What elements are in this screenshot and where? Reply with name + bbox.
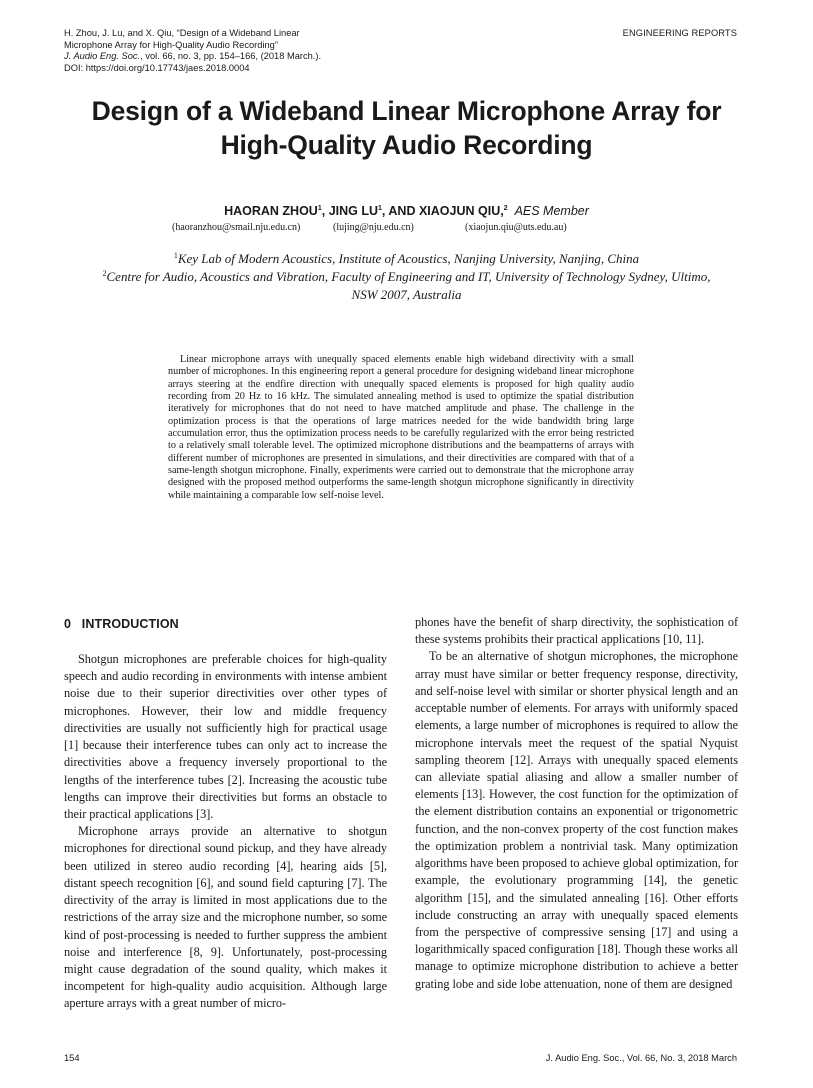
paragraph: To be an alternative of shotgun microphones, the microphone array must have similar or better frequency response, directivity, and self-noise level with similar or shorter physical length and an acceptable number of elements. For arrays with uniformly spaced elements, a large number of microphones is required to allow the microphone intervals meet the request of the spatial Nyquist sampling theorem [12]. Arrays with unequally spaced elements can alleviate spatial aliasing and allow a smaller number of elements [13]. However, the cost function for the optimization of the element distribution contains an exponential or trigonometric function, and the non-convex property of the cost function makes the optimization problem a nontrivial task. Many optimization algorithms have been proposed to achieve global optimization, for example, the evolutionary programming [14], the genetic algorithm [15], and the simulated annealing [16]. Other efforts include constructing an array with unequally spaced elements from the perspective of compressive sensing [17] and using a logarithmically spaced configuration [18]. Though these works all manage to optimize microphone distribution to achieve a better grating lobe and side lobe attenuation, none of them are designed: [415, 649, 738, 991]
affiliation-marker: 1: [317, 205, 322, 212]
author-separator: ,: [321, 204, 329, 218]
affiliation-marker: 2: [503, 205, 508, 212]
affiliation: [60, 268, 753, 286]
header-citation: [64, 28, 504, 74]
author-emails: [0, 222, 813, 236]
citation-journal: J. Audio Eng. Soc.: [64, 51, 141, 62]
affiliation-text: Centre for Audio, Acoustics and Vibration, Faculty of Engineering and IT, University of Technology Sydney, Ultimo,: [106, 269, 711, 284]
affiliation-text: NSW 2007, Australia: [351, 287, 462, 302]
citation-line: H. Zhou, J. Lu, and X. Qiu, “Design of a Wideband Linear: [64, 28, 300, 38]
citation-details: , vol. 66, no. 3, pp. 154–166, (2018 March.).: [140, 51, 322, 62]
affiliation: [60, 250, 753, 268]
paragraph: Microphone arrays provide an alternative to shotgun microphones for directional sound pickup, and they have already been utilized in stereo audio recording [4], hearing aids [5], distant speech recognition [6], and sound field capturing [7]. The directivity of the array is limited in most applications due to the restrictions of the array size and the microphone number, so some kind of post-processing is needed to further suppress the ambient noise and interference [8, 9]. Unfortunately, post-processing might cause degradation of the sound quality, which makes it incompetent for high-quality audio acquisition. Although large aperture arrays with a great number of micro-: [64, 824, 387, 1011]
affiliation-marker: 1: [378, 205, 382, 212]
author-name: XIAOJUN QIU,: [418, 204, 504, 218]
title-line: High-Quality Audio Recording: [220, 130, 593, 160]
paragraph: phones have the benefit of sharp directivity, the sophistication of these systems prohibits their practical applications [10, 11].: [415, 615, 738, 647]
section-label: ENGINEERING REPORTS: [622, 28, 737, 38]
paper-title: [40, 94, 773, 162]
author-name: HAORAN ZHOU: [224, 204, 318, 218]
section-heading: 0 INTRODUCTION: [64, 617, 179, 631]
abstract: [168, 354, 634, 502]
affiliations: [60, 250, 753, 304]
author-name: JING LU: [328, 204, 378, 218]
citation-doi[interactable]: DOI: https://doi.org/10.17743/jaes.2018.0004: [64, 62, 250, 73]
paragraph: Shotgun microphones are preferable choices for high-quality speech and audio recording in environments with intense ambient noise due to their superior directivities over other types of microphones. However, their low and middle frequency directivities are usually not sufficiently high for practical usage [1] because their interference tubes can only act to increase the directivities above a frequency inversely proportional to the lengths of the interference tubes [2]. Increasing the acoustic tube lengths can improve their directivities but forms an obstacle to their practical applications [3].: [64, 652, 387, 821]
author-email[interactable]: (lujing@nju.edu.cn): [333, 222, 414, 233]
author-email[interactable]: (haoranzhou@smail.nju.edu.cn): [172, 222, 301, 233]
affiliation-marker: 1: [173, 251, 178, 260]
page-number: 154: [64, 1053, 80, 1063]
abstract-text: Linear microphone arrays with unequally spaced elements enable high wideband directivity with a small number of microphones. In this engineering report a general procedure for designing wideband linear microphone arrays steering at the endfire direction with unequally spaced elements is proposed for high quality audio recording from 20 Hz to 16 kHz. The simulated annealing method is used to optimize the spatial distribution iteratively for microphones that do not need to have matched amplitude and phase. The challenge in the optimization process is that the operations of large matrices needed for the wide bandwidth bring large accumulation error, thus the optimization process needs to be carefully regularized with the error being restricted to a relatively small tolerable level. The optimized microphone distributions and the beampatterns of arrays with different number of microphones are presented in simulations, and their directivities are compared with that of a same-length shotgun microphone. Finally, experiments were carried out to demonstrate that the microphone array designed with the proposed method outperforms the same-length shotgun microphone significantly in directivity while maintaining a comparable low self-noise level.: [168, 354, 634, 501]
affiliation-marker: 2: [102, 269, 107, 278]
author-list: [40, 203, 773, 219]
author-email[interactable]: (xiaojun.qiu@uts.edu.au): [465, 222, 567, 233]
body-column-right: [415, 614, 738, 993]
citation-line: [64, 51, 504, 63]
title-line: Design of a Wideband Linear Microphone Array for: [91, 96, 722, 126]
author-separator: , AND: [381, 204, 419, 218]
footer-journal: J. Audio Eng. Soc., Vol. 66, No. 3, 2018 March: [545, 1053, 737, 1063]
affiliation-text: Key Lab of Modern Acoustics, Institute of Acoustics, Nanjing University, Nanjing, China: [177, 251, 640, 266]
author-membership: AES Member: [514, 204, 589, 218]
body-column-left: [64, 616, 387, 1013]
citation-line: Microphone Array for High-Quality Audio Recording”: [64, 39, 278, 50]
